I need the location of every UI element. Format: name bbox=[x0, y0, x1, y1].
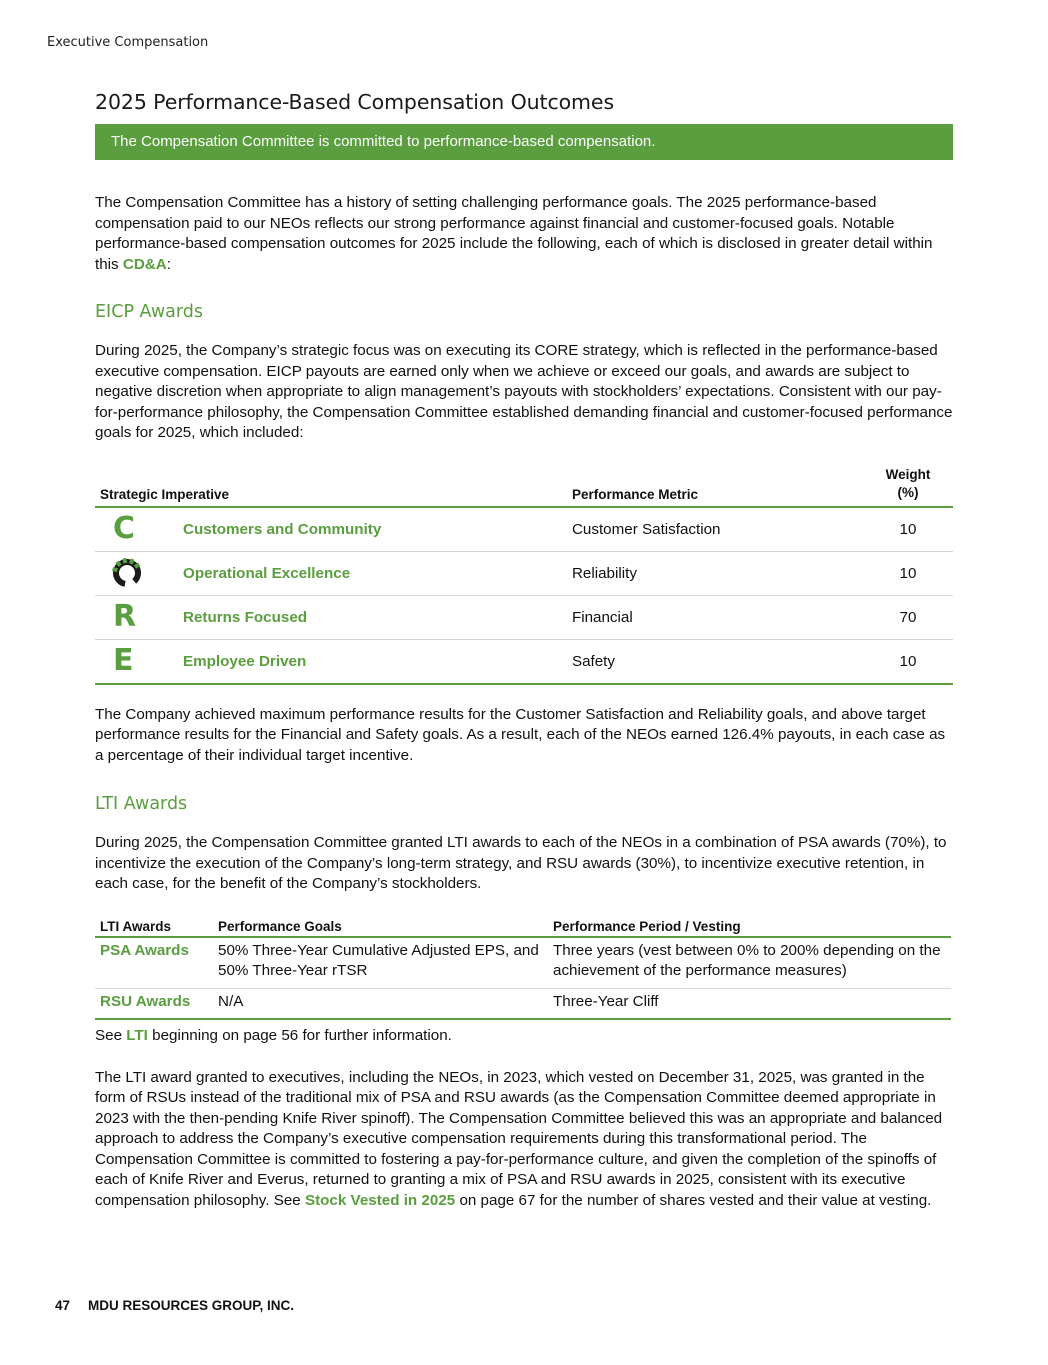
page-title: 2025 Performance-Based Compensation Outcomes bbox=[95, 90, 615, 114]
imperative-cell: Operational Excellence bbox=[178, 551, 567, 595]
header-metric: Performance Metric bbox=[567, 466, 863, 507]
weight-cell: 70 bbox=[863, 595, 953, 639]
lti-header-row bbox=[95, 919, 951, 937]
weight-cell: 10 bbox=[863, 639, 953, 684]
intro-paragraph bbox=[95, 193, 953, 275]
award-cell: PSA Awards bbox=[95, 937, 213, 989]
header-performance-goals: Performance Goals bbox=[213, 919, 548, 937]
lti-see-paragraph bbox=[95, 1026, 953, 1047]
goals-cell: N/A bbox=[213, 988, 548, 1019]
header-performance-period: Performance Period / Vesting bbox=[548, 919, 951, 937]
lti-paragraph: During 2025, the Compensation Committee granted LTI awards to each of the NEOs in a combination of PSA awards (70%), to incentivize the execution of the Company’s long-term strategy, and RSU awards (30%), to incentivize executive retention, in each case, for the benefit of the Company’s stockholders. bbox=[95, 834, 947, 892]
main-content bbox=[95, 90, 953, 1211]
eicp-paragraph: During 2025, the Company’s strategic focus was on executing its CORE strategy, which is reflected in the performance-based executive compensation. EICP payouts are earned only when we achieve or exceed our goals, and awards are subject to negative discretion when appropriate to align management’s payouts with stockholders’ expectations. Consistent with our pay-for-performance philosophy, the Compensation Committee established demanding financial and customer-focused performance goals for 2025, which included: bbox=[95, 342, 953, 441]
metric-cell: Reliability bbox=[567, 551, 863, 595]
imperative-cell: Returns Focused bbox=[178, 595, 567, 639]
imperative-cell: Customers and Community bbox=[178, 507, 567, 552]
table-row bbox=[95, 937, 951, 989]
see-before: See bbox=[95, 1027, 127, 1044]
core-icon-cell bbox=[95, 507, 178, 552]
page-number: 47 bbox=[55, 1298, 71, 1313]
header-weight bbox=[863, 466, 953, 507]
imperative-cell: Employee Driven bbox=[178, 639, 567, 684]
eicp-table bbox=[95, 466, 953, 685]
running-head: Executive Compensation bbox=[47, 35, 209, 50]
stock-vested-link[interactable]: Stock Vested in 2025 bbox=[304, 1191, 456, 1209]
header-imperative: Strategic Imperative bbox=[95, 466, 567, 507]
company-name: MDU RESOURCES GROUP, INC. bbox=[88, 1298, 295, 1313]
cda-link[interactable]: CD&A bbox=[122, 255, 167, 273]
eicp-result-paragraph: The Company achieved maximum performance results for the Customer Satisfaction and Reliability goals, and above target performance results for the Financial and Safety goals. As a result, each of the NEOs earned 126.4% payouts, in each case as a percentage of their individual target incentive. bbox=[95, 705, 946, 764]
metric-cell: Safety bbox=[567, 639, 863, 684]
closing-after: on page 67 for the number of shares vested and their value at vesting. bbox=[455, 1191, 932, 1209]
highlight-banner: The Compensation Committee is committed to performance-based compensation. bbox=[95, 124, 953, 160]
core-icon-cell bbox=[95, 639, 178, 684]
eicp-header-row bbox=[95, 466, 953, 507]
core-e-icon: E bbox=[113, 643, 134, 678]
closing-before: The LTI award granted to executives, including the NEOs, in 2023, which vested on December 31, 2025, was granted in the form of RSUs instead of the traditional mix of PSA and RSU awards (as the Compensation Committee deemed appropriate in 2023 with the then-pending Knife River spinoff). The Compensation Committee believed this was an appropriate and balanced approach to address the Company’s executive compensation requirements during this transformational period. The Compensation Committee is committed to fostering a pay-for-performance culture, and given the completion of the spinoffs of each of Knife River and Everus, returned to granting a mix of PSA and RSU awards in 2025, consistent with its executive compensation philosophy. See bbox=[95, 1068, 943, 1209]
table-row bbox=[95, 595, 953, 639]
weight-cell: 10 bbox=[863, 551, 953, 595]
weight-cell: 10 bbox=[863, 507, 953, 552]
table-row bbox=[95, 639, 953, 684]
core-icon-cell bbox=[95, 551, 178, 595]
see-after: beginning on page 56 for further information. bbox=[147, 1027, 452, 1044]
intro-after: : bbox=[166, 255, 171, 273]
header-weight-label: Weight (%) bbox=[885, 466, 931, 500]
page-footer bbox=[55, 1298, 294, 1313]
goals-cell: 50% Three-Year Cumulative Adjusted EPS, and 50% Three-Year rTSR bbox=[213, 937, 548, 989]
eicp-heading: EICP Awards bbox=[95, 302, 203, 322]
intro-text: The Compensation Committee has a history of setting challenging performance goals. The 2025 performance-based compensation paid to our NEOs reflects our strong performance against financial and customer-focused goals. Notable performance-based compensation outcomes for 2025 include the following, each of which is disclosed in greater detail within this bbox=[95, 194, 933, 273]
core-o-ring-icon bbox=[111, 557, 143, 589]
table-row bbox=[95, 551, 953, 595]
header-lti-awards: LTI Awards bbox=[95, 919, 213, 937]
core-r-icon: R bbox=[113, 599, 137, 634]
core-icon-cell bbox=[95, 595, 178, 639]
metric-cell: Customer Satisfaction bbox=[567, 507, 863, 552]
lti-heading: LTI Awards bbox=[95, 794, 188, 814]
metric-cell: Financial bbox=[567, 595, 863, 639]
lti-closing-paragraph bbox=[95, 1068, 953, 1212]
award-cell: RSU Awards bbox=[95, 988, 213, 1019]
table-row bbox=[95, 507, 953, 552]
lti-table bbox=[95, 919, 951, 1021]
core-c-icon: C bbox=[113, 511, 136, 546]
table-row bbox=[95, 988, 951, 1019]
lti-link[interactable]: LTI bbox=[126, 1027, 148, 1044]
period-cell: Three-Year Cliff bbox=[548, 988, 951, 1019]
period-cell: Three years (vest between 0% to 200% depending on the achievement of the performance measures) bbox=[548, 937, 951, 989]
